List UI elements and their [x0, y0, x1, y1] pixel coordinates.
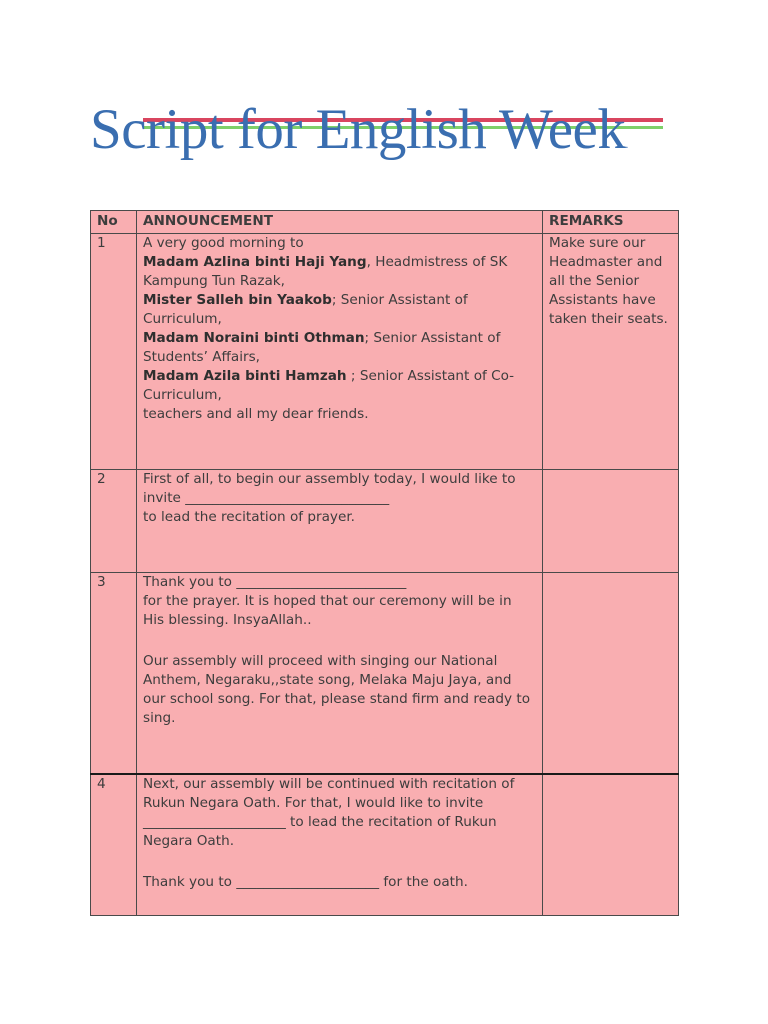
- closing-line: teachers and all my dear friends.: [143, 406, 369, 422]
- guest-role: ; Senior Assistant of Curriculum,: [143, 292, 468, 327]
- table-header-row: [91, 211, 679, 234]
- guest-name: Madam Azila binti Hamzah: [143, 368, 347, 384]
- announcement-cell: [137, 573, 543, 775]
- remarks-cell: [543, 470, 679, 573]
- guest-line: [143, 367, 536, 405]
- announcement-line: for the prayer. It is hoped that our ceremony will be in His blessing. InsyaAllah..: [143, 593, 512, 628]
- guest-name: Madam Azlina binti Haji Yang: [143, 254, 367, 270]
- announcement-line: Thank you to _____________________ for the oath.: [143, 874, 468, 890]
- row-number: 3: [91, 573, 137, 775]
- table-row: [91, 774, 679, 916]
- guest-line: [143, 253, 536, 291]
- document-title-text: Script for English Week: [90, 98, 626, 161]
- row-number: 1: [91, 234, 137, 470]
- announcement-line: First of all, to begin our assembly today, I would like to invite ______________________________: [143, 471, 516, 506]
- row-number: 4: [91, 774, 137, 916]
- guest-role: ; Senior Assistant of Co-Curriculum,: [143, 368, 515, 403]
- document-title-block: [90, 96, 690, 166]
- remarks-cell: [543, 774, 679, 916]
- title-trailing-dot: .: [625, 137, 628, 151]
- remarks-cell: [543, 573, 679, 775]
- paragraph-gap: [143, 630, 536, 652]
- header-no: No: [91, 211, 137, 234]
- greeting-line: A very good morning to: [143, 235, 304, 251]
- guest-name: Mister Salleh bin Yaakob: [143, 292, 332, 308]
- header-remarks: REMARKS: [543, 211, 679, 234]
- table-row: [91, 234, 679, 470]
- announcement-cell: [137, 774, 543, 916]
- remarks-cell: Make sure our Headmaster and all the Senior Assistants have taken their seats.: [543, 234, 679, 470]
- table-row: [91, 470, 679, 573]
- announcement-cell: [137, 470, 543, 573]
- script-table: [90, 210, 679, 916]
- announcement-paragraph: Our assembly will proceed with singing our National Anthem, Negaraku,,state song, Melaka Maju Jaya, and our school song. For that, please stand firm and ready to sing.: [143, 653, 531, 726]
- table-row: [91, 573, 679, 775]
- announcement-cell: [137, 234, 543, 470]
- announcement-paragraph: Next, our assembly will be continued with recitation of Rukun Negara Oath. For that, I would like to invite _____________________ to lead the recitation of Rukun Negara Oath.: [143, 776, 515, 849]
- guest-line: [143, 291, 536, 329]
- document-title: [90, 96, 628, 178]
- header-announcement: ANNOUNCEMENT: [137, 211, 543, 234]
- announcement-line: Thank you to _________________________: [143, 574, 407, 590]
- guest-role: ; Senior Assistant of Students’ Affairs,: [143, 330, 501, 365]
- row-number: 2: [91, 470, 137, 573]
- announcement-line: to lead the recitation of prayer.: [143, 509, 355, 525]
- guest-role: , Headmistress of SK Kampung Tun Razak,: [143, 254, 508, 289]
- guest-name: Madam Noraini binti Othman: [143, 330, 365, 346]
- guest-line: [143, 329, 536, 367]
- paragraph-gap: [143, 851, 536, 873]
